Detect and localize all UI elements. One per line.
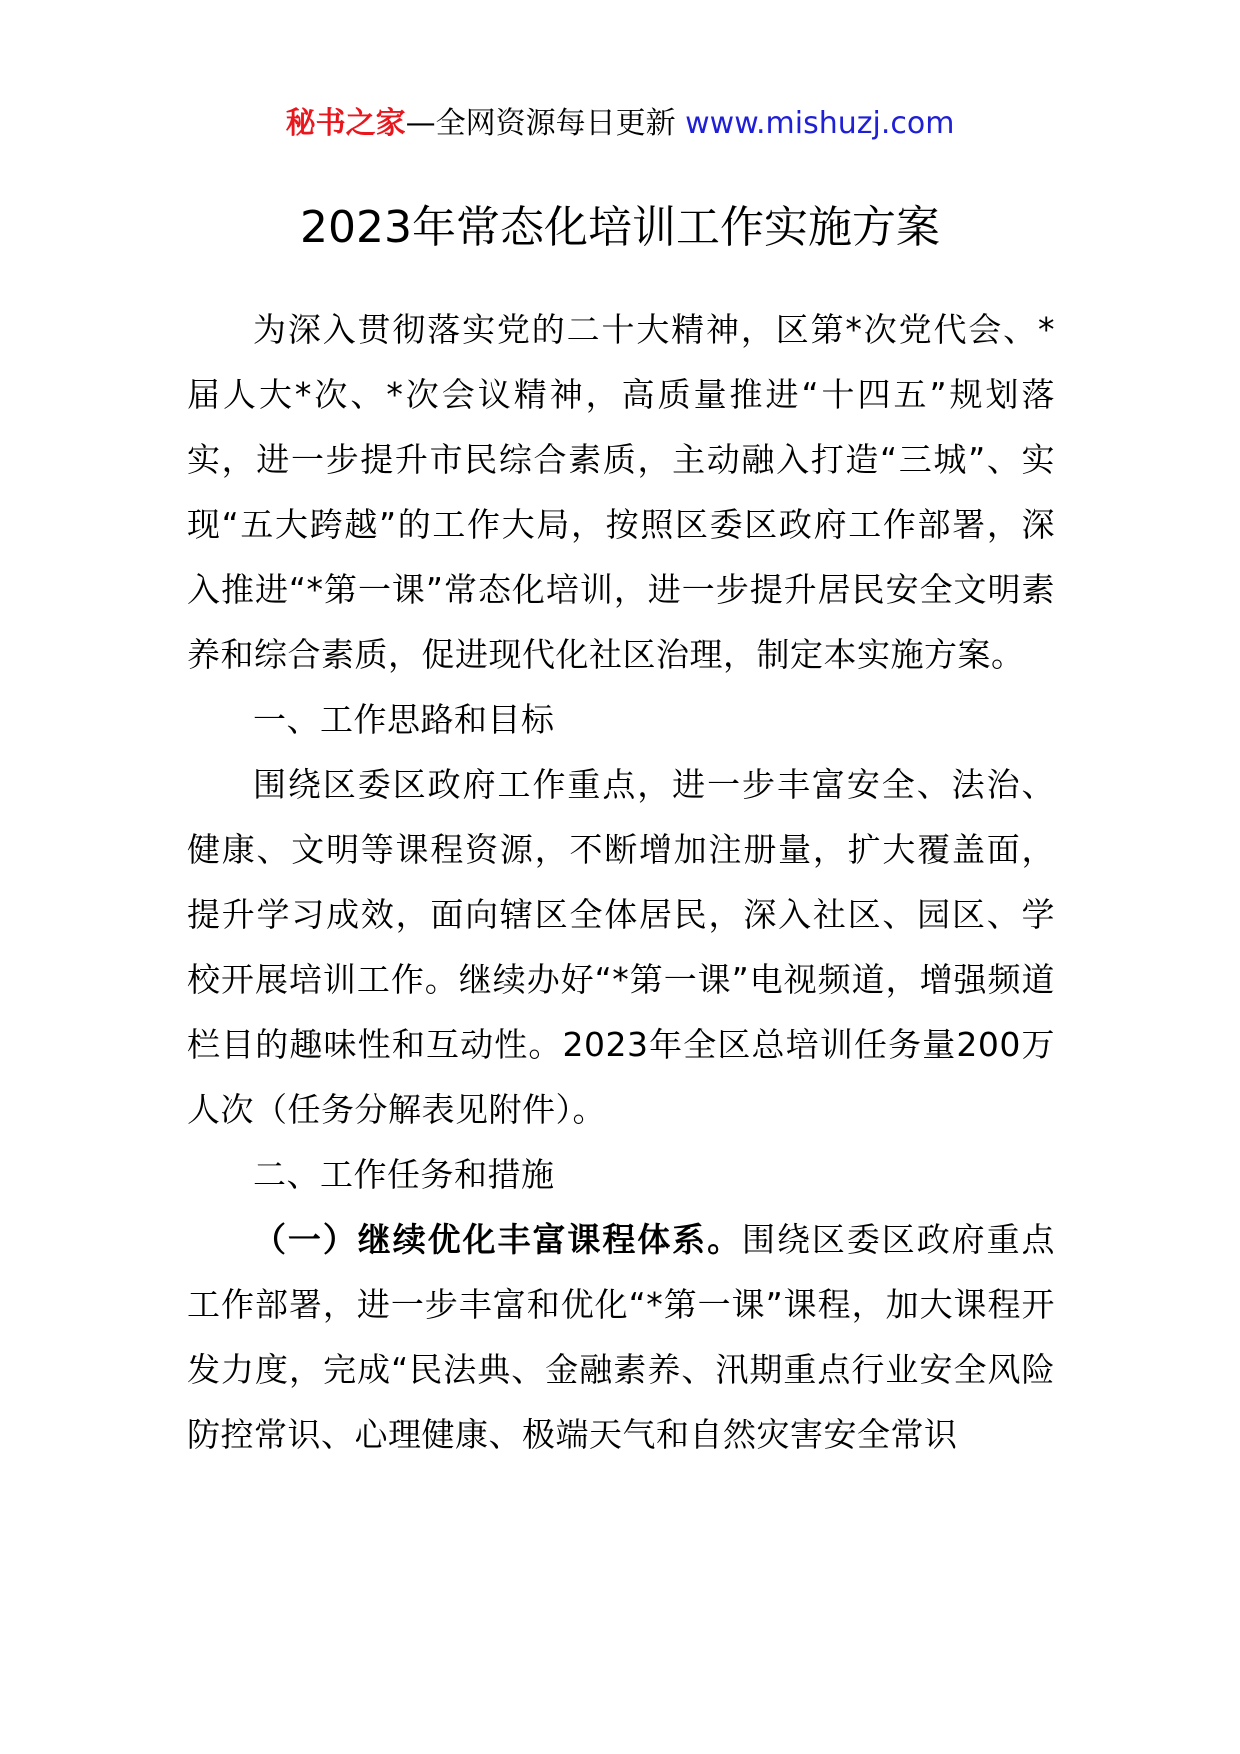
section-heading-1: 一、工作思路和目标 bbox=[253, 700, 555, 739]
banner-slogan: —全网资源每日更新 bbox=[405, 106, 676, 141]
site-link[interactable]: www.mishuzj.com bbox=[685, 106, 955, 141]
document-body bbox=[187, 297, 1055, 1467]
item-1-lead: （一）继续优化丰富课程体系。 bbox=[253, 1220, 743, 1259]
item-1-paragraph bbox=[187, 1207, 1055, 1467]
document-title: 2023年常态化培训工作实施方案 bbox=[300, 202, 940, 253]
site-banner bbox=[0, 102, 1240, 146]
section-heading-2: 二、工作任务和措施 bbox=[253, 1155, 555, 1194]
section-1-paragraph: 围绕区委区政府工作重点，进一步丰富安全、法治、健康、文明等课程资源，不断增加注册量，扩大覆盖面，提升学习成效，面向辖区全体居民，深入社区、园区、学校开展培训工作。继续办好“*第一课”电视频道，增强频道栏目的趣味性和互动性。2023年全区总培训任务量200万人次（任务分解表见附件）。 bbox=[187, 765, 1055, 1129]
intro-paragraph: 为深入贯彻落实党的二十大精神，区第*次党代会、*届人大*次、*次会议精神，高质量推进“十四五”规划落实，进一步提升市民综合素质，主动融入打造“三城”、实现“五大跨越”的工作大局，按照区委区政府工作部署，深入推进“*第一课”常态化培训，进一步提升居民安全文明素养和综合素质，促进现代化社区治理，制定本实施方案。 bbox=[187, 310, 1055, 674]
brand-name: 秘书之家 bbox=[285, 106, 406, 141]
item-1-body: 围绕区委区政府重点工作部署，进一步丰富和优化“*第一课”课程，加大课程开发力度，完成“民法典、金融素养、汛期重点行业安全风险防控常识、心理健康、极端天气和自然灾害安全常识 bbox=[187, 1220, 1056, 1454]
